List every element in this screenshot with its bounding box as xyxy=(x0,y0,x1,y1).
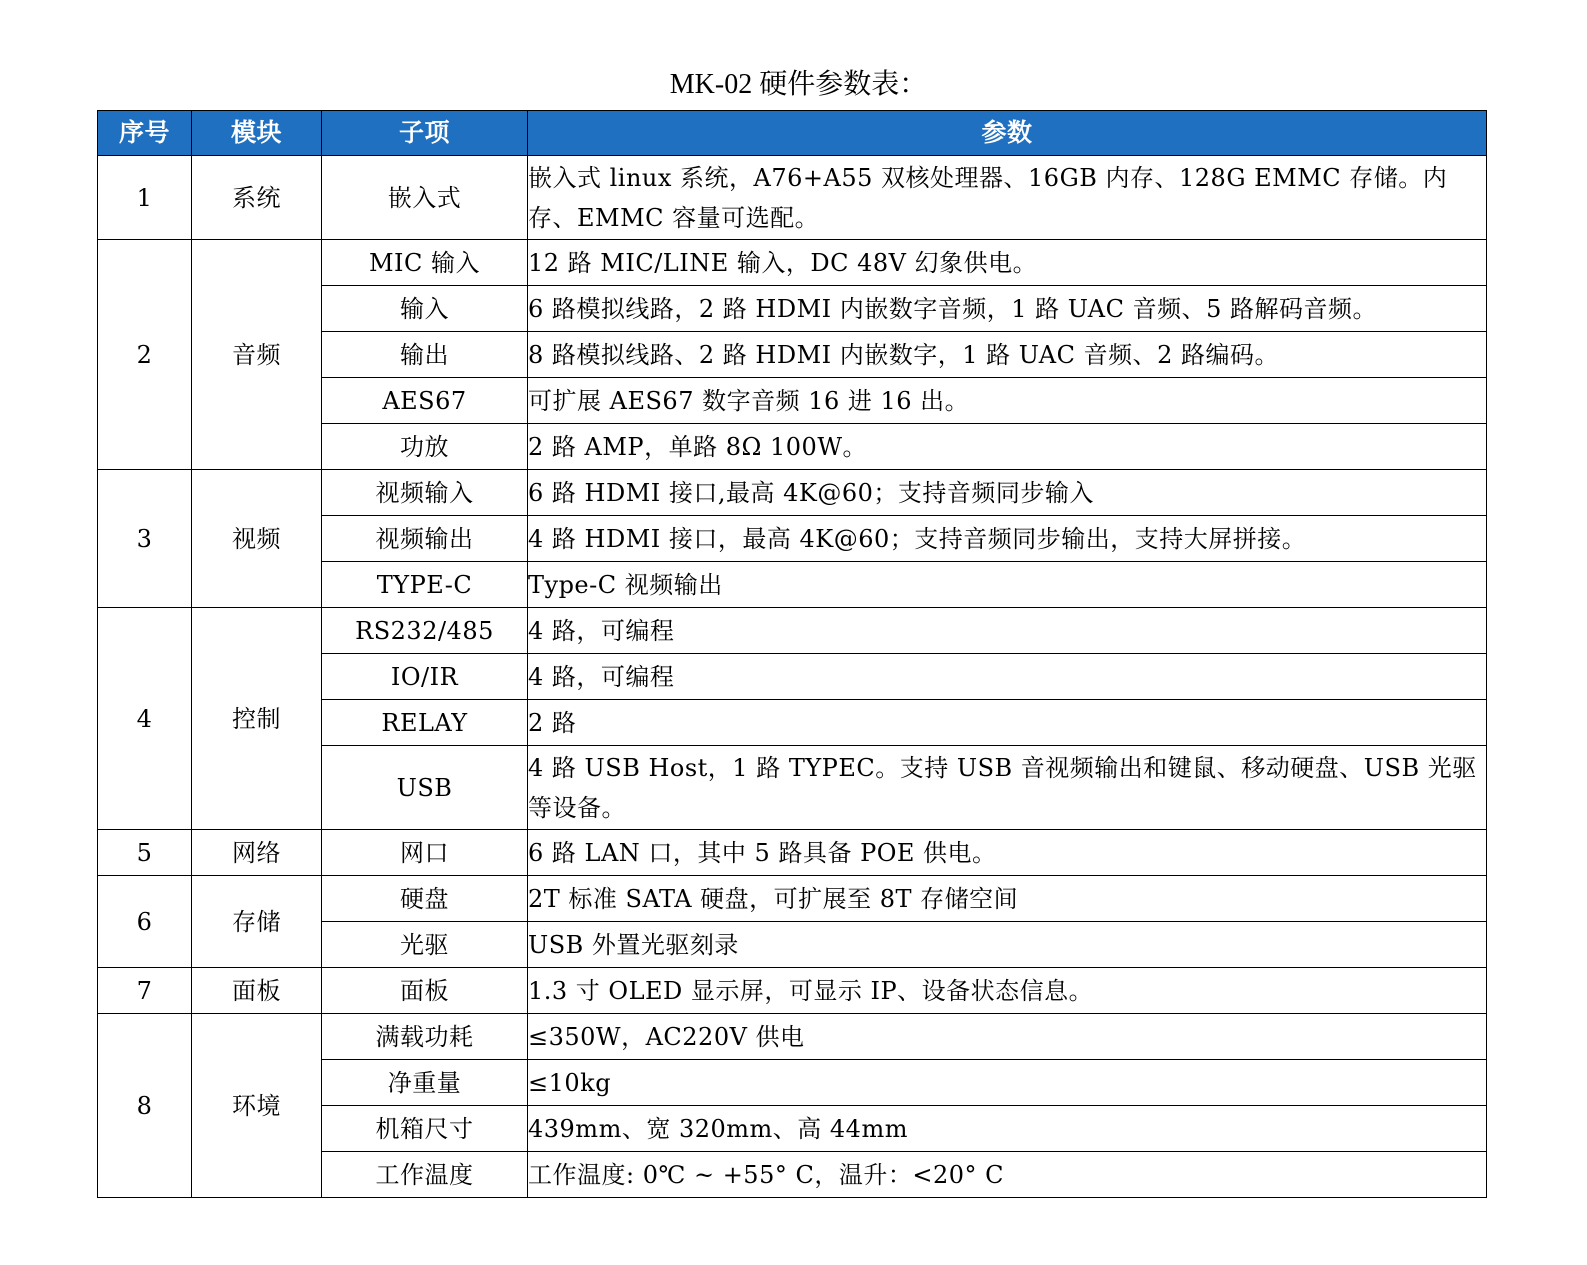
header-number: 序号 xyxy=(98,111,192,156)
header-module: 模块 xyxy=(192,111,322,156)
header-subitem: 子项 xyxy=(322,111,528,156)
hardware-parameter-table xyxy=(97,110,1487,1198)
parameter-value: 8 路模拟线路、2 路 HDMI 内嵌数字，1 路 UAC 音频、2 路编码。 xyxy=(528,332,1487,378)
subitem-name: 功放 xyxy=(322,424,528,470)
table-row xyxy=(98,608,1487,654)
module-name: 系统 xyxy=(192,156,322,240)
subitem-name: AES67 xyxy=(322,378,528,424)
parameter-value: 1.3 寸 OLED 显示屏，可显示 IP、设备状态信息。 xyxy=(528,968,1487,1014)
module-name: 音频 xyxy=(192,240,322,470)
table-header-row xyxy=(98,111,1487,156)
module-name: 存储 xyxy=(192,876,322,968)
table-row xyxy=(98,876,1487,922)
table-row xyxy=(98,470,1487,516)
parameter-value: USB 外置光驱刻录 xyxy=(528,922,1487,968)
subitem-name: 输出 xyxy=(322,332,528,378)
row-number: 3 xyxy=(98,470,192,608)
parameter-value: 2T 标准 SATA 硬盘，可扩展至 8T 存储空间 xyxy=(528,876,1487,922)
subitem-name: 工作温度 xyxy=(322,1152,528,1198)
subitem-name: 机箱尺寸 xyxy=(322,1106,528,1152)
parameter-value: 工作温度: 0℃ ~ +55° C，温升：<20° C xyxy=(528,1152,1487,1198)
row-number: 6 xyxy=(98,876,192,968)
header-parameter: 参数 xyxy=(528,111,1487,156)
module-name: 环境 xyxy=(192,1014,322,1198)
subitem-name: 满载功耗 xyxy=(322,1014,528,1060)
document-title: MK-02 硬件参数表： xyxy=(669,69,928,100)
row-number: 2 xyxy=(98,240,192,470)
subitem-name: IO/IR xyxy=(322,654,528,700)
subitem-name: 净重量 xyxy=(322,1060,528,1106)
parameter-value: 4 路，可编程 xyxy=(528,654,1487,700)
row-number: 5 xyxy=(98,830,192,876)
subitem-name: 输入 xyxy=(322,286,528,332)
parameter-value: 6 路模拟线路，2 路 HDMI 内嵌数字音频，1 路 UAC 音频、5 路解码音频。 xyxy=(528,286,1487,332)
parameter-value: 4 路 USB Host，1 路 TYPEC。支持 USB 音视频输出和键鼠、移动硬盘、USB 光驱等设备。 xyxy=(528,746,1487,830)
subitem-name: MIC 输入 xyxy=(322,240,528,286)
parameter-value: ≤10kg xyxy=(528,1060,1487,1106)
subitem-name: 面板 xyxy=(322,968,528,1014)
subitem-name: 网口 xyxy=(322,830,528,876)
row-number: 7 xyxy=(98,968,192,1014)
parameter-value: 439mm、宽 320mm、高 44mm xyxy=(528,1106,1487,1152)
parameter-value: 12 路 MIC/LINE 输入，DC 48V 幻象供电。 xyxy=(528,240,1487,286)
parameter-value: 6 路 LAN 口，其中 5 路具备 POE 供电。 xyxy=(528,830,1487,876)
table-row xyxy=(98,156,1487,240)
parameter-value: 嵌入式 linux 系统，A76+A55 双核处理器、16GB 内存、128G EMMC 存储。内存、EMMC 容量可选配。 xyxy=(528,156,1487,240)
subitem-name: 视频输出 xyxy=(322,516,528,562)
subitem-name: TYPE-C xyxy=(322,562,528,608)
module-name: 网络 xyxy=(192,830,322,876)
subitem-name: 嵌入式 xyxy=(322,156,528,240)
module-name: 视频 xyxy=(192,470,322,608)
subitem-name: RS232/485 xyxy=(322,608,528,654)
row-number: 1 xyxy=(98,156,192,240)
subitem-name: 视频输入 xyxy=(322,470,528,516)
parameter-value: 2 路 xyxy=(528,700,1487,746)
table-row xyxy=(98,968,1487,1014)
subitem-name: 硬盘 xyxy=(322,876,528,922)
parameter-value: 4 路 HDMI 接口，最高 4K@60；支持音频同步输出，支持大屏拼接。 xyxy=(528,516,1487,562)
parameter-value: 2 路 AMP，单路 8Ω 100W。 xyxy=(528,424,1487,470)
parameter-value: 可扩展 AES67 数字音频 16 进 16 出。 xyxy=(528,378,1487,424)
parameter-value: 4 路，可编程 xyxy=(528,608,1487,654)
subitem-name: USB xyxy=(322,746,528,830)
parameter-value: Type-C 视频输出 xyxy=(528,562,1487,608)
module-name: 面板 xyxy=(192,968,322,1014)
subitem-name: RELAY xyxy=(322,700,528,746)
table-row xyxy=(98,1014,1487,1060)
subitem-name: 光驱 xyxy=(322,922,528,968)
row-number: 4 xyxy=(98,608,192,830)
table-row xyxy=(98,240,1487,286)
parameter-value: 6 路 HDMI 接口,最高 4K@60；支持音频同步输入 xyxy=(528,470,1487,516)
row-number: 8 xyxy=(98,1014,192,1198)
parameter-value: ≤350W，AC220V 供电 xyxy=(528,1014,1487,1060)
table-row xyxy=(98,830,1487,876)
module-name: 控制 xyxy=(192,608,322,830)
